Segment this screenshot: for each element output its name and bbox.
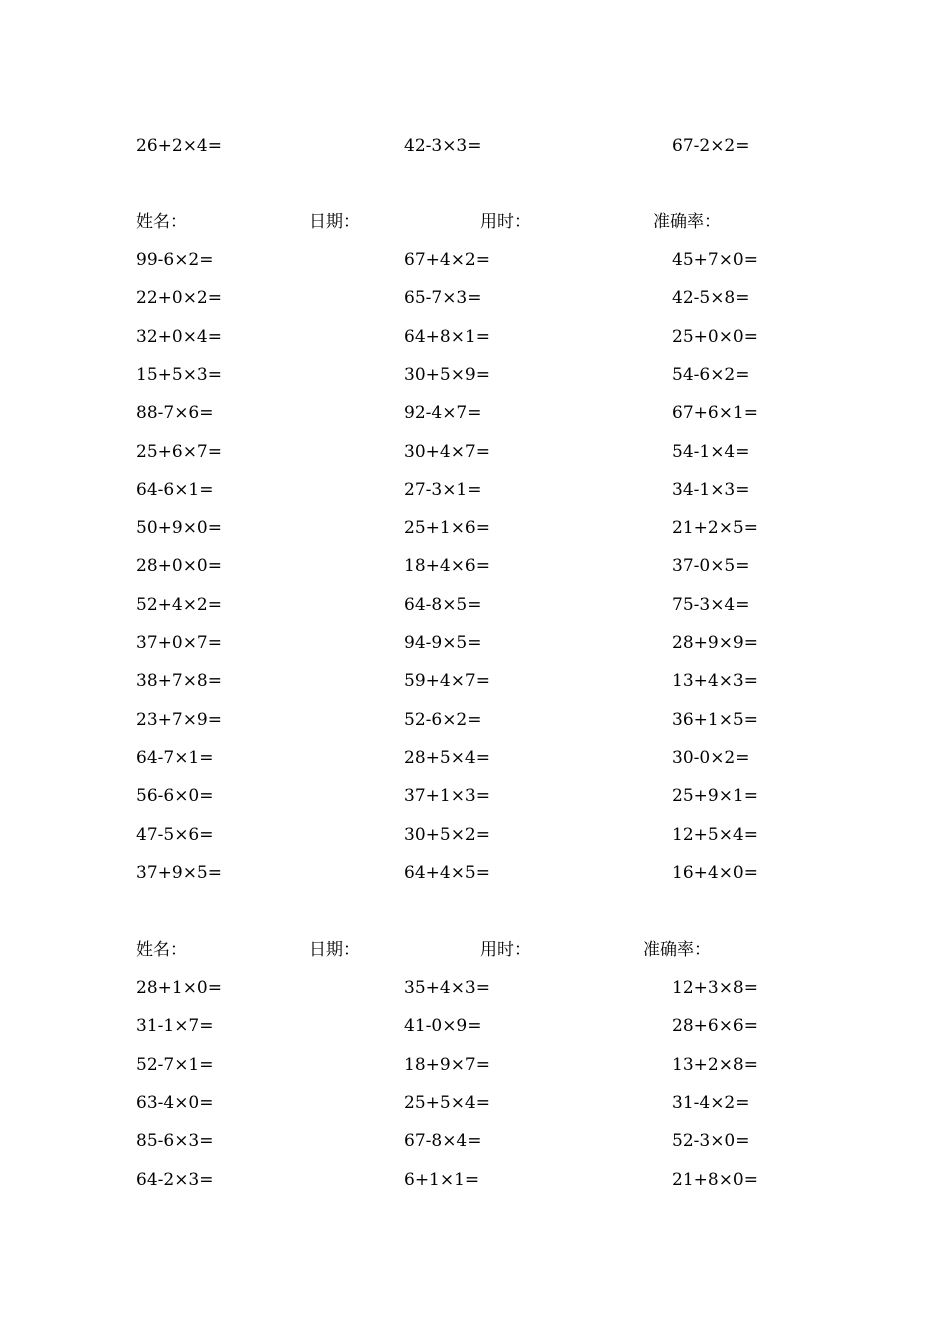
problem: 52-7×1= — [136, 1055, 214, 1075]
problem: 25+0×0= — [672, 327, 758, 347]
problem: 47-5×6= — [136, 825, 214, 845]
time-label: 用时： — [480, 212, 531, 232]
problem-row — [0, 1168, 950, 1192]
problem: 64-2×3= — [136, 1170, 214, 1190]
problem: 30+5×2= — [404, 825, 490, 845]
name-label: 姓名： — [136, 212, 187, 232]
problem: 52-3×0= — [672, 1131, 750, 1151]
problem: 54-6×2= — [672, 365, 750, 385]
problem: 28+0×0= — [136, 556, 222, 576]
problem: 6+1×1= — [404, 1170, 480, 1190]
problem: 67-8×4= — [404, 1131, 482, 1151]
section-header — [0, 938, 950, 962]
problem-row — [0, 1091, 950, 1115]
problem: 94-9×5= — [404, 633, 482, 653]
problem-row — [0, 669, 950, 693]
problem: 37+9×5= — [136, 863, 222, 883]
problem: 28+1×0= — [136, 978, 222, 998]
problem: 64+8×1= — [404, 327, 490, 347]
problem: 35+4×3= — [404, 978, 490, 998]
problem: 85-6×3= — [136, 1131, 214, 1151]
problem: 52+4×2= — [136, 595, 222, 615]
problem-row — [0, 286, 950, 310]
problem-row — [0, 1014, 950, 1038]
problem: 16+4×0= — [672, 863, 758, 883]
problem: 36+1×5= — [672, 710, 758, 730]
problem: 30+5×9= — [404, 365, 490, 385]
date-label: 日期： — [309, 212, 360, 232]
problem: 15+5×3= — [136, 365, 222, 385]
problem: 28+6×6= — [672, 1016, 758, 1036]
problem-row — [0, 325, 950, 349]
problem-row — [0, 784, 950, 808]
problem-row — [0, 363, 950, 387]
problem-row — [0, 554, 950, 578]
problem: 54-1×4= — [672, 442, 750, 462]
problem: 28+9×9= — [672, 633, 758, 653]
problem-row — [0, 134, 950, 158]
problem: 50+9×0= — [136, 518, 222, 538]
problem: 37+0×7= — [136, 633, 222, 653]
problem: 21+2×5= — [672, 518, 758, 538]
problem: 25+6×7= — [136, 442, 222, 462]
problem-row — [0, 440, 950, 464]
problem: 42-5×8= — [672, 288, 750, 308]
problem: 27-3×1= — [404, 480, 482, 500]
problem: 42-3×3= — [404, 136, 482, 156]
problem-row — [0, 593, 950, 617]
problem-row — [0, 248, 950, 272]
problem: 37-0×5= — [672, 556, 750, 576]
problem: 28+5×4= — [404, 748, 490, 768]
problem: 22+0×2= — [136, 288, 222, 308]
problem: 34-1×3= — [672, 480, 750, 500]
section-header — [0, 210, 950, 234]
problem: 38+7×8= — [136, 671, 222, 691]
problem: 23+7×9= — [136, 710, 222, 730]
problem: 30+4×7= — [404, 442, 490, 462]
problem: 21+8×0= — [672, 1170, 758, 1190]
problem: 65-7×3= — [404, 288, 482, 308]
accuracy-label: 准确率： — [653, 212, 721, 232]
problem-row — [0, 478, 950, 502]
problem-row — [0, 1129, 950, 1153]
problem: 64-7×1= — [136, 748, 214, 768]
problem: 59+4×7= — [404, 671, 490, 691]
problem-row — [0, 708, 950, 732]
problem: 67+4×2= — [404, 250, 490, 270]
problem: 92-4×7= — [404, 403, 482, 423]
problem: 37+1×3= — [404, 786, 490, 806]
problem: 13+4×3= — [672, 671, 758, 691]
problem: 99-6×2= — [136, 250, 214, 270]
problem-row — [0, 401, 950, 425]
problem: 32+0×4= — [136, 327, 222, 347]
problem: 75-3×4= — [672, 595, 750, 615]
problem: 31-1×7= — [136, 1016, 214, 1036]
problem: 67+6×1= — [672, 403, 758, 423]
problem: 45+7×0= — [672, 250, 758, 270]
problem: 88-7×6= — [136, 403, 214, 423]
problem: 25+5×4= — [404, 1093, 490, 1113]
problem-row — [0, 823, 950, 847]
problem: 30-0×2= — [672, 748, 750, 768]
problem-row — [0, 1053, 950, 1077]
time-label: 用时： — [480, 940, 531, 960]
problem-row — [0, 861, 950, 885]
problem-row — [0, 516, 950, 540]
problem: 64-6×1= — [136, 480, 214, 500]
problem: 67-2×2= — [672, 136, 750, 156]
problem-row — [0, 746, 950, 770]
accuracy-label: 准确率： — [643, 940, 711, 960]
problem: 12+3×8= — [672, 978, 758, 998]
problem: 64+4×5= — [404, 863, 490, 883]
problem: 13+2×8= — [672, 1055, 758, 1075]
problem: 25+1×6= — [404, 518, 490, 538]
problem-row — [0, 976, 950, 1000]
problem: 18+4×6= — [404, 556, 490, 576]
problem: 12+5×4= — [672, 825, 758, 845]
problem: 56-6×0= — [136, 786, 214, 806]
problem: 63-4×0= — [136, 1093, 214, 1113]
problem: 18+9×7= — [404, 1055, 490, 1075]
problem: 64-8×5= — [404, 595, 482, 615]
problem: 31-4×2= — [672, 1093, 750, 1113]
problem: 26+2×4= — [136, 136, 222, 156]
name-label: 姓名： — [136, 940, 187, 960]
problem: 41-0×9= — [404, 1016, 482, 1036]
problem-row — [0, 631, 950, 655]
problem: 25+9×1= — [672, 786, 758, 806]
problem: 52-6×2= — [404, 710, 482, 730]
date-label: 日期： — [309, 940, 360, 960]
